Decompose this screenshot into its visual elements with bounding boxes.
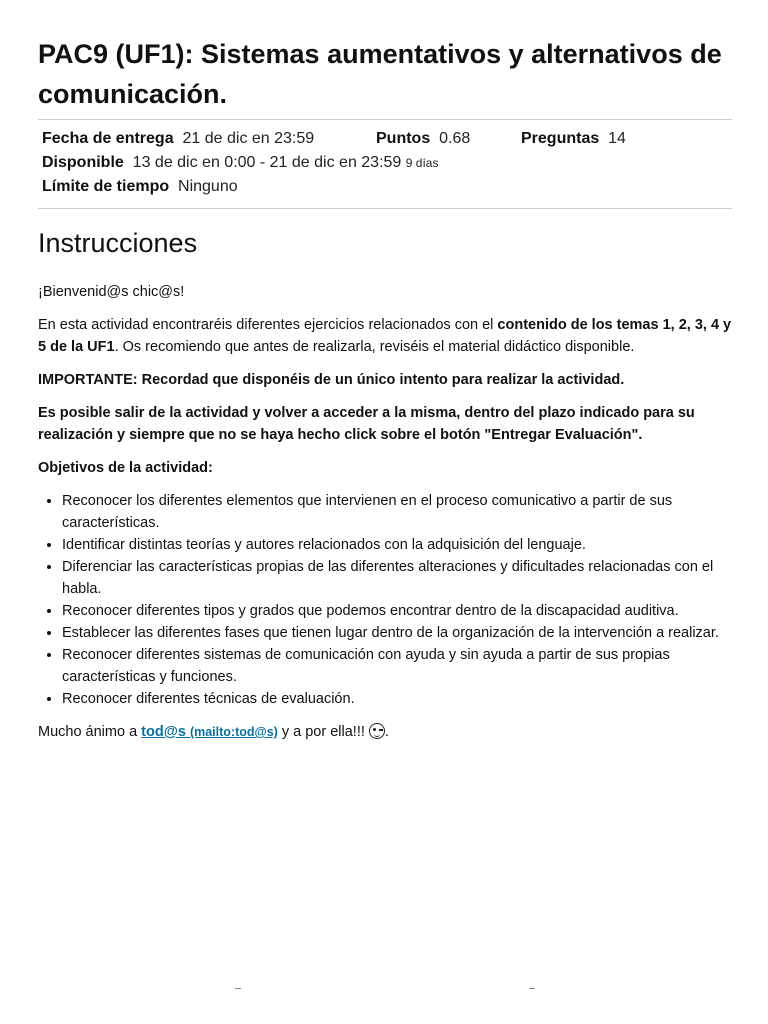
objectives-list bbox=[38, 490, 732, 710]
available-label: Disponible bbox=[42, 154, 124, 171]
points-label: Puntos bbox=[376, 130, 431, 147]
exit-note-paragraph bbox=[38, 402, 732, 446]
time-limit-detail bbox=[42, 178, 238, 196]
points-value: 0.68 bbox=[439, 130, 471, 147]
mailto-link[interactable] bbox=[141, 724, 278, 740]
list-item: • Identificar distintas teorías y autores relacionados con la adquisición del lenguaje. bbox=[62, 534, 732, 556]
list-item: • Diferenciar las características propias de las diferentes alteraciones y dificultades relacionadas con el habla. bbox=[62, 556, 732, 600]
due-label: Fecha de entrega bbox=[42, 130, 174, 147]
points-detail bbox=[376, 130, 470, 148]
instructions-body bbox=[38, 281, 732, 754]
closing-period: . bbox=[384, 724, 389, 740]
closing-paragraph bbox=[38, 721, 732, 743]
available-detail bbox=[42, 154, 438, 172]
divider-bottom bbox=[38, 208, 732, 209]
page-footer-mark-right bbox=[529, 988, 535, 989]
time-limit-label: Límite de tiempo bbox=[42, 178, 170, 195]
important-paragraph bbox=[38, 369, 732, 391]
page-footer-mark-left bbox=[235, 988, 241, 989]
list-item: • Establecer las diferentes fases que tienen lugar dentro de la organización de la intervención a realizar. bbox=[62, 622, 732, 644]
intro-paragraph bbox=[38, 314, 732, 358]
objectives-heading bbox=[38, 457, 732, 479]
available-value: 13 de dic en 0:00 - 21 de dic en 23:59 bbox=[132, 154, 402, 171]
objectives-heading-text: Objetivos de la actividad: bbox=[38, 460, 213, 476]
exit-note-text: Es posible salir de la actividad y volver a acceder a la misma, dentro del plazo indicado para su realización y siempre que no se haya hecho click sobre el botón "Entregar Evaluación". bbox=[38, 405, 695, 443]
divider-top bbox=[38, 119, 732, 120]
mailto-link-address: (mailto:tod@s) bbox=[189, 725, 278, 739]
due-date-detail bbox=[42, 130, 314, 148]
list-item: • Reconocer diferentes técnicas de evaluación. bbox=[62, 688, 732, 710]
page-title: PAC9 (UF1): Sistemas aumentativos y alternativos de comunicación. bbox=[38, 39, 722, 109]
time-limit-value: Ninguno bbox=[178, 178, 238, 195]
intro-text-end: . Os recomiendo que antes de realizarla, reviséis el material didáctico disponible. bbox=[114, 339, 635, 355]
list-item: • Reconocer diferentes sistemas de comunicación con ayuda y sin ayuda a partir de sus propias características y funciones. bbox=[62, 644, 732, 688]
mailto-link-text: tod@s bbox=[141, 724, 186, 740]
questions-label: Preguntas bbox=[521, 130, 600, 147]
due-value: 21 de dic en 23:59 bbox=[182, 130, 315, 147]
greeting-text: ¡Bienvenid@s chic@s! bbox=[38, 284, 185, 300]
list-item: • Reconocer diferentes tipos y grados que podemos encontrar dentro de la discapacidad auditiva. bbox=[62, 600, 732, 622]
important-text: IMPORTANTE: Recordad que disponéis de un único intento para realizar la actividad. bbox=[38, 372, 625, 388]
closing-text: Mucho ánimo a bbox=[38, 724, 142, 740]
questions-value: 14 bbox=[608, 130, 626, 147]
intro-text: En esta actividad encontraréis diferentes ejercicios relacionados con el bbox=[38, 317, 498, 333]
wink-emoji-icon bbox=[369, 723, 385, 739]
instructions-heading: Instrucciones bbox=[38, 228, 198, 258]
closing-text-after: y a por ella!!! bbox=[277, 724, 369, 740]
intro-bold-text: contenido de los temas 1, 2, 3, 4 y 5 de la UF1 bbox=[38, 317, 732, 355]
available-days: 9 días bbox=[405, 156, 439, 170]
list-item: • Reconocer los diferentes elementos que intervienen en el proceso comunicativo a partir de sus características. bbox=[62, 490, 732, 534]
questions-detail bbox=[521, 130, 626, 148]
